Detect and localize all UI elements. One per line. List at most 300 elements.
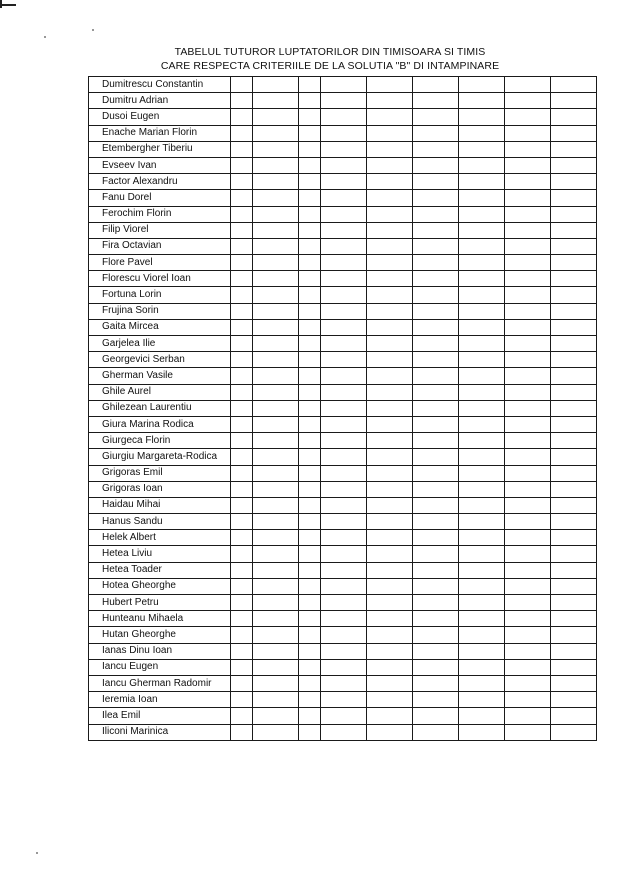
empty-cell [321,627,367,643]
empty-cell [505,336,551,352]
table-row [89,481,597,497]
table-row [89,578,597,594]
empty-cell [253,190,299,206]
name-cell: Giurgiu Margareta-Rodica [89,449,231,465]
empty-cell [253,303,299,319]
empty-cell [551,611,597,627]
empty-cell [459,222,505,238]
empty-cell [459,433,505,449]
empty-cell [505,319,551,335]
fighters-table-body [89,77,597,741]
empty-cell [413,595,459,611]
empty-cell [367,465,413,481]
empty-cell [459,238,505,254]
empty-cell [299,449,321,465]
empty-cell [459,708,505,724]
empty-cell [551,238,597,254]
empty-cell [413,190,459,206]
empty-cell [551,352,597,368]
table-row [89,400,597,416]
table-row [89,465,597,481]
empty-cell [231,465,253,481]
empty-cell [413,125,459,141]
empty-cell [459,449,505,465]
empty-cell [505,141,551,157]
empty-cell [459,643,505,659]
empty-cell [367,238,413,254]
empty-cell [505,514,551,530]
table-row [89,303,597,319]
empty-cell [367,206,413,222]
name-cell: Ghile Aurel [89,384,231,400]
empty-cell [321,433,367,449]
empty-cell [459,659,505,675]
table-row [89,336,597,352]
empty-cell [413,416,459,432]
empty-cell [459,611,505,627]
table-row [89,562,597,578]
name-cell: Ferochim Florin [89,206,231,222]
empty-cell [299,627,321,643]
name-cell: Grigoras Ioan [89,481,231,497]
name-cell: Haidau Mihai [89,497,231,513]
empty-cell [367,675,413,691]
empty-cell [459,724,505,740]
empty-cell [321,319,367,335]
empty-cell [321,692,367,708]
empty-cell [299,125,321,141]
empty-cell [253,643,299,659]
name-cell: Garjelea Ilie [89,336,231,352]
empty-cell [231,416,253,432]
empty-cell [459,627,505,643]
name-cell: Filip Viorel [89,222,231,238]
empty-cell [321,675,367,691]
empty-cell [505,287,551,303]
empty-cell [299,336,321,352]
empty-cell [459,481,505,497]
empty-cell [253,708,299,724]
empty-cell [321,93,367,109]
empty-cell [505,255,551,271]
scan-corner-mark [0,4,16,6]
empty-cell [367,546,413,562]
table-row [89,109,597,125]
empty-cell [413,238,459,254]
empty-cell [299,465,321,481]
empty-cell [253,611,299,627]
table-row [89,643,597,659]
table-row [89,675,597,691]
empty-cell [459,368,505,384]
empty-cell [413,514,459,530]
empty-cell [413,319,459,335]
empty-cell [551,303,597,319]
empty-cell [505,416,551,432]
empty-cell [505,303,551,319]
empty-cell [367,125,413,141]
empty-cell [413,675,459,691]
name-cell: Helek Albert [89,530,231,546]
empty-cell [231,93,253,109]
empty-cell [367,271,413,287]
table-row [89,157,597,173]
name-cell: Hutan Gheorghe [89,627,231,643]
name-cell: Iancu Eugen [89,659,231,675]
empty-cell [231,546,253,562]
empty-cell [299,222,321,238]
empty-cell [551,109,597,125]
empty-cell [505,384,551,400]
empty-cell [231,449,253,465]
empty-cell [299,319,321,335]
empty-cell [505,271,551,287]
empty-cell [413,368,459,384]
empty-cell [299,659,321,675]
empty-cell [253,530,299,546]
empty-cell [231,384,253,400]
empty-cell [321,416,367,432]
empty-cell [231,319,253,335]
empty-cell [505,190,551,206]
empty-cell [413,336,459,352]
empty-cell [505,77,551,93]
empty-cell [299,384,321,400]
empty-cell [459,141,505,157]
empty-cell [551,530,597,546]
empty-cell [367,514,413,530]
empty-cell [367,368,413,384]
empty-cell [253,93,299,109]
empty-cell [231,724,253,740]
empty-cell [231,530,253,546]
empty-cell [413,546,459,562]
empty-cell [231,287,253,303]
empty-cell [253,692,299,708]
empty-cell [413,497,459,513]
empty-cell [413,465,459,481]
empty-cell [321,190,367,206]
empty-cell [459,400,505,416]
name-cell: Etembergher Tiberiu [89,141,231,157]
empty-cell [299,514,321,530]
empty-cell [505,433,551,449]
empty-cell [551,675,597,691]
table-row [89,595,597,611]
empty-cell [253,238,299,254]
empty-cell [299,157,321,173]
table-row [89,368,597,384]
empty-cell [367,400,413,416]
empty-cell [253,271,299,287]
empty-cell [321,643,367,659]
empty-cell [231,141,253,157]
empty-cell [459,530,505,546]
table-row [89,238,597,254]
empty-cell [231,643,253,659]
name-cell: Fira Octavian [89,238,231,254]
empty-cell [253,125,299,141]
empty-cell [367,77,413,93]
table-row [89,546,597,562]
empty-cell [299,497,321,513]
empty-cell [299,481,321,497]
table-row [89,77,597,93]
table-row [89,497,597,513]
table-row [89,190,597,206]
empty-cell [505,692,551,708]
empty-cell [551,222,597,238]
empty-cell [367,611,413,627]
empty-cell [367,352,413,368]
empty-cell [231,659,253,675]
empty-cell [253,546,299,562]
empty-cell [551,93,597,109]
name-cell: Giura Marina Rodica [89,416,231,432]
empty-cell [367,497,413,513]
empty-cell [253,659,299,675]
empty-cell [231,368,253,384]
name-cell: Gherman Vasile [89,368,231,384]
empty-cell [231,336,253,352]
empty-cell [505,174,551,190]
empty-cell [551,465,597,481]
name-cell: Ianas Dinu Ioan [89,643,231,659]
empty-cell [367,481,413,497]
empty-cell [459,190,505,206]
table-row [89,255,597,271]
empty-cell [413,692,459,708]
empty-cell [459,287,505,303]
empty-cell [413,303,459,319]
name-cell: Ieremia Ioan [89,692,231,708]
empty-cell [231,190,253,206]
empty-cell [505,627,551,643]
empty-cell [413,481,459,497]
empty-cell [299,287,321,303]
table-row [89,222,597,238]
empty-cell [321,611,367,627]
empty-cell [413,384,459,400]
name-cell: Grigoras Emil [89,465,231,481]
empty-cell [253,255,299,271]
empty-cell [551,708,597,724]
empty-cell [413,627,459,643]
empty-cell [321,497,367,513]
empty-cell [551,319,597,335]
empty-cell [505,659,551,675]
scan-speck [44,36,46,38]
empty-cell [459,271,505,287]
empty-cell [299,93,321,109]
empty-cell [231,497,253,513]
empty-cell [459,157,505,173]
empty-cell [231,562,253,578]
empty-cell [321,530,367,546]
empty-cell [299,611,321,627]
empty-cell [231,627,253,643]
empty-cell [253,400,299,416]
empty-cell [367,595,413,611]
table-row [89,449,597,465]
empty-cell [321,287,367,303]
empty-cell [321,562,367,578]
empty-cell [459,595,505,611]
empty-cell [551,514,597,530]
empty-cell [459,109,505,125]
empty-cell [231,578,253,594]
empty-cell [253,595,299,611]
empty-cell [551,546,597,562]
empty-cell [321,141,367,157]
empty-cell [459,93,505,109]
empty-cell [299,562,321,578]
scan-corner-mark-vertical [0,0,2,8]
empty-cell [231,222,253,238]
table-row [89,433,597,449]
empty-cell [367,692,413,708]
empty-cell [253,352,299,368]
empty-cell [505,611,551,627]
empty-cell [321,109,367,125]
empty-cell [505,465,551,481]
empty-cell [551,481,597,497]
empty-cell [299,352,321,368]
empty-cell [299,433,321,449]
empty-cell [413,141,459,157]
empty-cell [231,174,253,190]
empty-cell [505,206,551,222]
empty-cell [231,238,253,254]
empty-cell [321,174,367,190]
table-row [89,708,597,724]
empty-cell [321,368,367,384]
empty-cell [367,449,413,465]
empty-cell [299,416,321,432]
name-cell: Hanus Sandu [89,514,231,530]
empty-cell [253,206,299,222]
empty-cell [367,708,413,724]
empty-cell [231,611,253,627]
empty-cell [253,449,299,465]
empty-cell [321,481,367,497]
table-row [89,384,597,400]
empty-cell [231,303,253,319]
empty-cell [551,497,597,513]
table-row [89,611,597,627]
table-row [89,724,597,740]
empty-cell [367,287,413,303]
empty-cell [459,352,505,368]
title-line-2: CARE RESPECTA CRITERIILE DE LA SOLUTIA "B" DI INTAMPINARE [160,59,500,72]
empty-cell [299,724,321,740]
name-cell: Fanu Dorel [89,190,231,206]
empty-cell [321,352,367,368]
empty-cell [505,449,551,465]
empty-cell [505,368,551,384]
empty-cell [551,368,597,384]
empty-cell [413,206,459,222]
empty-cell [459,578,505,594]
empty-cell [413,708,459,724]
empty-cell [299,643,321,659]
name-cell: Ghilezean Laurentiu [89,400,231,416]
empty-cell [231,352,253,368]
empty-cell [299,109,321,125]
empty-cell [253,109,299,125]
empty-cell [253,141,299,157]
empty-cell [459,336,505,352]
empty-cell [321,659,367,675]
empty-cell [551,125,597,141]
empty-cell [367,336,413,352]
empty-cell [413,400,459,416]
empty-cell [253,174,299,190]
empty-cell [413,578,459,594]
table-row [89,141,597,157]
empty-cell [321,157,367,173]
empty-cell [551,400,597,416]
empty-cell [413,287,459,303]
empty-cell [299,303,321,319]
title-line-1: TABELUL TUTUROR LUPTATORILOR DIN TIMISOARA SI TIMIS [174,46,486,58]
empty-cell [231,206,253,222]
empty-cell [551,724,597,740]
table-row [89,514,597,530]
empty-cell [367,174,413,190]
empty-cell [299,530,321,546]
empty-cell [231,125,253,141]
empty-cell [367,93,413,109]
empty-cell [253,562,299,578]
table-row [89,352,597,368]
empty-cell [367,303,413,319]
empty-cell [231,77,253,93]
empty-cell [231,514,253,530]
empty-cell [253,675,299,691]
empty-cell [321,708,367,724]
empty-cell [253,77,299,93]
empty-cell [253,222,299,238]
empty-cell [459,125,505,141]
empty-cell [505,578,551,594]
name-cell: Hunteanu Mihaela [89,611,231,627]
empty-cell [551,384,597,400]
name-cell: Dusoi Eugen [89,109,231,125]
empty-cell [253,368,299,384]
empty-cell [551,174,597,190]
name-cell: Evseev Ivan [89,157,231,173]
name-cell: Enache Marian Florin [89,125,231,141]
empty-cell [231,271,253,287]
empty-cell [321,449,367,465]
empty-cell [413,562,459,578]
name-cell: Hotea Gheorghe [89,578,231,594]
empty-cell [459,692,505,708]
empty-cell [367,255,413,271]
name-cell: Fortuna Lorin [89,287,231,303]
empty-cell [551,336,597,352]
name-cell: Hubert Petru [89,595,231,611]
empty-cell [367,433,413,449]
empty-cell [459,562,505,578]
empty-cell [299,708,321,724]
empty-cell [551,255,597,271]
empty-cell [253,287,299,303]
empty-cell [413,352,459,368]
empty-cell [413,222,459,238]
empty-cell [413,643,459,659]
